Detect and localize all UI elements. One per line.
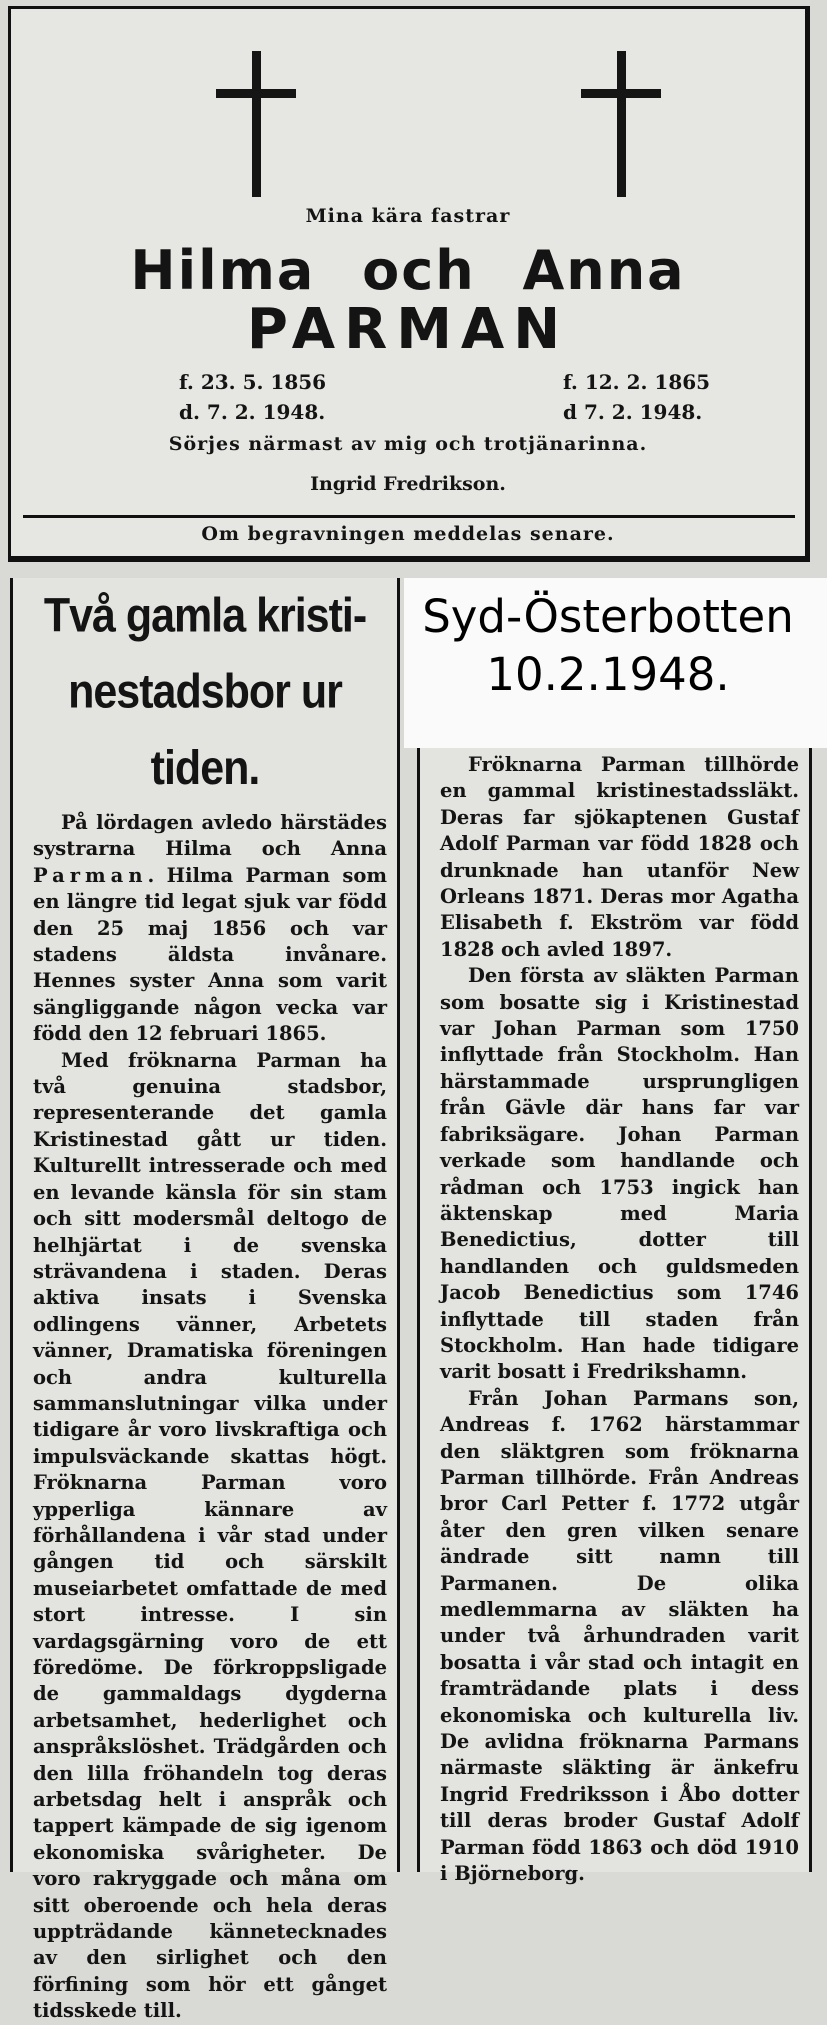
paragraph-name: Parman: [33, 863, 148, 887]
headline-line-2: nestadsbor ur tiden.: [68, 665, 342, 796]
paragraph-text: . Hilma Parman som en längre tid legat sjuk var född den 25 maj 1856 och var stadens äldsta invånare. Hennes syster Anna som varit sängliggande någon vecka var född den 12 februari 1865.: [33, 863, 387, 1046]
article-body-left: [13, 794, 397, 2025]
cross-icon: [216, 51, 296, 197]
notice-surname: PARMAN: [246, 297, 570, 362]
paragraph: Fröknarna Parman tillhörde en gammal kristinestadssläkt. Deras far sjökaptenen Gustaf Adolf Parman var född 1828 och drunknade han utanför New Orleans 1871. Deras mor Agatha Elisabeth f. Ekström var född 1828 och avled 1897.: [440, 753, 799, 961]
source-caption: [408, 588, 808, 704]
paragraph: Från Johan Parmans son, Andreas f. 1762 härstammar den släktgren som fröknarna Parman tillhörde. Från Andreas bror Carl Petter f. 1772 utgår åter den gren vilken senare ändrade sitt namn till Parmanen. De olika medlemmarna av släkten ha under två århundraden varit bosatta i vår stad och intagit en framträdande plats i dess ekonomiska och kulturella liv. De avlidna fröknarna Parmans närmaste släkting är änkefru Ingrid Fredriksson i Åbo dotter till deras broder Gustaf Adolf Parman född 1863 och död 1910 i Björneborg.: [440, 1386, 799, 1886]
paragraph-text: På lördagen avledo härstädes systrarna Hilma och Anna: [33, 811, 387, 861]
notice-mourned-by: Sörjes närmast av mig och trotjänarinna.: [168, 433, 648, 455]
article-column-right: [417, 748, 812, 1886]
headline-line-1: Två gamla kristi-: [43, 588, 367, 643]
paragraph: Med fröknarna Parman ha två genuina stadsbor, representerande det gamla Kristinestad gått ur tiden. Kulturellt intresserade och med en levande känsla för sin stam och sitt modersmål deltogo de helhjärtat i de svenska strävandena i staden. Deras aktiva insats i Svenska odlingens vänner, Arbetets vänner, Dramatiska föreningen och andra kulturella sammanslutningar vilka under tidigare år voro livskraftiga och impulsväckande skattas högt. Fröknarna Parman voro ypperliga kännare av förhållandena i vår stad under gången tid och särskilt museiarbetet omfattade de med stort intresse. I sin vardagsgärning voro de ett föredöme. De förkroppsligade de gammaldags dygderna arbetsamhet, hederlighet och anspråkslöshet. Trädgården och den lilla fröhandeln tog deras arbetsdag helt i anspråk och tappert kämpade de sig igenom ekonomiska svårigheter. De voro rakryggade och måna om sitt oberoende och hela deras uppträdande kännetecknades av den sirlighet och den förfining som hör ett gånget tidsskede till.: [33, 1048, 387, 2023]
hilma-born: f. 23. 5. 1856: [179, 370, 327, 394]
cross-icon: [581, 51, 661, 197]
hilma-dates: [179, 367, 326, 427]
divider: [23, 515, 795, 518]
paragraph: [33, 810, 387, 1048]
notice-intro: Mina kära fastrar: [305, 205, 511, 227]
paragraph: Den första av släkten Parman som bosatte sig i Kristinestad var Johan Parman som 1750 inflyttade från Stockholm. Han härstammade ursprungligen från Gävle där hans far var fabriksägare. Johan Parman verkade som handlande och rådman och 1753 ingick han äktenskap med Maria Benedictius, dotter till handlanden och guldsmeden Jacob Benedictius som 1746 inflyttade till staden från Stockholm. Han hade tidigare varit bosatt i Fredrikshamn.: [440, 964, 799, 1384]
anna-born: f. 12. 2. 1865: [563, 370, 711, 394]
article-column-left: [10, 578, 400, 2023]
notice-signer: Ingrid Fredrikson.: [310, 473, 506, 495]
notice-footer: Om begravningen meddelas senare.: [201, 523, 615, 545]
hilma-died: d. 7. 2. 1948.: [179, 400, 326, 424]
article-headline: [13, 578, 397, 806]
anna-dates: [563, 367, 710, 427]
notice-names: Hilma och Anna: [130, 239, 686, 302]
anna-died: d 7. 2. 1948.: [563, 400, 703, 424]
caption-date: 10.2.1948.: [486, 648, 730, 701]
death-notice: [8, 6, 810, 562]
article-body-right: [420, 748, 809, 1887]
caption-newspaper: Syd-Österbotten: [422, 590, 794, 643]
